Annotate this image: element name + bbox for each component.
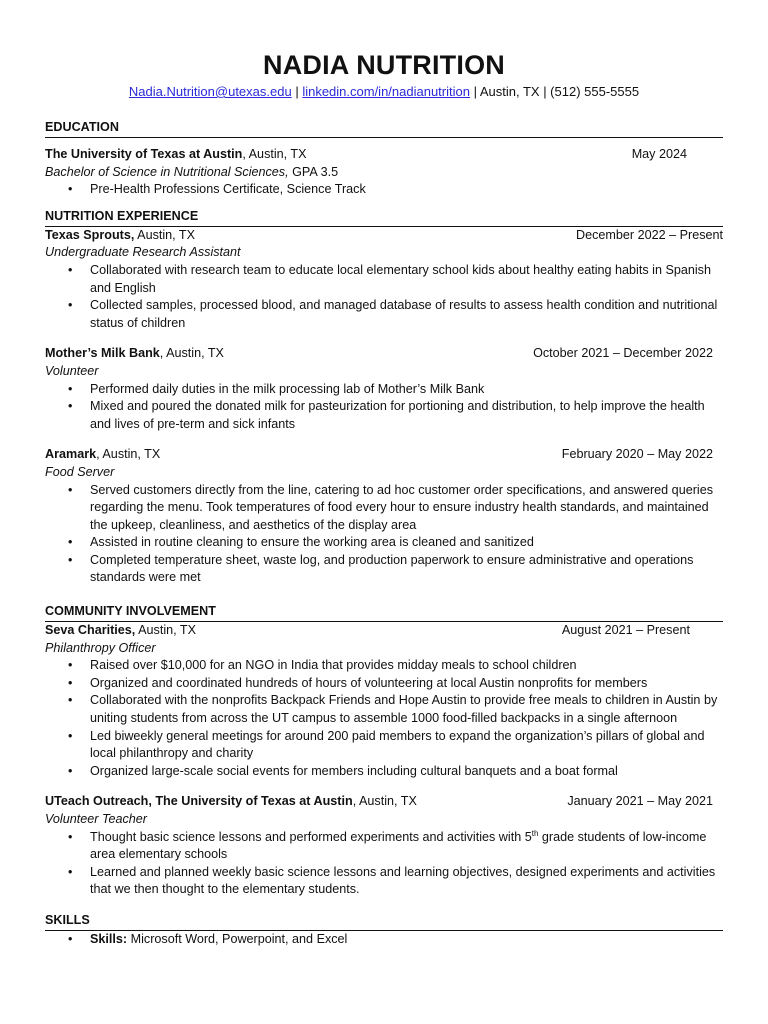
skills-section xyxy=(45,912,723,949)
community-entry xyxy=(45,622,723,780)
date-range: October 2021 – December 2022 xyxy=(533,346,713,361)
org-name: UTeach Outreach, The University of Texas at Austin xyxy=(45,794,353,809)
list-item: • Collaborated with the nonprofits Backpack Friends and Hope Austin to provide free meals to children in Austin by uniting students from across the UT campus to assemble 1000 food-filled backpacks in a single afternoon xyxy=(90,692,723,727)
role-title: Food Server xyxy=(45,464,115,479)
skills-label: Skills: xyxy=(90,931,128,946)
list-item: • Organized and coordinated hundreds of hours of volunteering at local Austin nonprofits for members xyxy=(90,675,723,693)
org-line xyxy=(45,793,417,811)
list-item: • Led biweekly general meetings for around 200 paid members to expand the organization’s pillars of global and local philanthropy and charity xyxy=(90,728,723,763)
graduation-date: May 2024 xyxy=(631,147,687,161)
contact-separator: | xyxy=(291,84,303,99)
org-line xyxy=(45,446,160,464)
org-line xyxy=(45,622,196,640)
role-title: Volunteer Teacher xyxy=(45,812,147,826)
list-item: • Collected samples, processed blood, and managed database of results to assess health condition and nutritional status of children xyxy=(90,297,723,332)
list-item: • Thought basic science lessons and performed experiments and activities with 5th grade students of low-income area elementary schools xyxy=(90,829,723,864)
experience-entry xyxy=(45,345,723,433)
skills-bullets xyxy=(45,931,723,949)
experience-bullets xyxy=(45,262,723,332)
list-item: • Completed temperature sheet, waste log, and production paperwork to ensure administrative and operations standards were met xyxy=(90,552,723,587)
contact-line xyxy=(45,83,723,101)
list-item: • Raised over $10,000 for an NGO in India that provides midday meals to school children xyxy=(90,657,723,675)
org-line xyxy=(45,345,224,363)
degree-line xyxy=(45,164,723,182)
community-bullets xyxy=(45,829,723,899)
list-item xyxy=(90,931,723,949)
location-phone: | Austin, TX | (512) 555-5555 xyxy=(469,84,640,99)
role-title: Undergraduate Research Assistant xyxy=(45,245,241,260)
list-item: • Learned and planned weekly basic science lessons and learning objectives, designed experiments and activities that we then thought to the elementary students. xyxy=(90,864,723,899)
list-item: • Mixed and poured the donated milk for pasteurization for portioning and distribution, to help improve the health and lives of pre-term and sick infants xyxy=(90,398,723,433)
community-involvement-section xyxy=(45,603,723,899)
school-name: The University of Texas at Austin xyxy=(45,147,243,161)
org-location: , Austin, TX xyxy=(352,794,417,809)
resume-page xyxy=(45,48,723,949)
school-location: , Austin, TX xyxy=(242,147,307,161)
section-heading-skills: SKILLS xyxy=(45,912,723,931)
list-item: • Performed daily duties in the milk processing lab of Mother’s Milk Bank xyxy=(90,381,723,399)
list-item: • Pre-Health Professions Certificate, Science Track xyxy=(90,181,723,199)
org-name: Texas Sprouts, xyxy=(45,227,135,242)
candidate-name: NADIA NUTRITION xyxy=(263,50,505,80)
list-item: • Organized large-scale social events for members including cultural banquets and a boat formal xyxy=(90,763,723,781)
experience-bullets xyxy=(45,482,723,588)
org-name: Aramark xyxy=(45,447,97,462)
email-link[interactable]: Nadia.Nutrition@utexas.edu xyxy=(128,84,292,99)
skills-value: Microsoft Word, Powerpoint, and Excel xyxy=(127,931,348,946)
education-section xyxy=(45,119,723,199)
role-title: Volunteer xyxy=(45,363,99,378)
school-line xyxy=(45,146,307,164)
list-item: • Assisted in routine cleaning to ensure the working area is cleaned and sanitized xyxy=(90,534,723,552)
role-title: Philanthropy Officer xyxy=(45,640,156,655)
experience-entry xyxy=(45,446,723,587)
list-item: • Collaborated with research team to educate local elementary school kids about healthy eating habits in Spanish and English xyxy=(90,262,723,297)
education-entry xyxy=(45,146,723,199)
org-location: , Austin, TX xyxy=(96,447,161,462)
section-heading-community: COMMUNITY INVOLVEMENT xyxy=(45,603,723,622)
section-heading-nutrition: NUTRITION EXPERIENCE xyxy=(45,208,723,227)
date-range: January 2021 – May 2021 xyxy=(567,794,713,809)
linkedin-link[interactable]: linkedin.com/in/nadianutrition xyxy=(302,84,470,99)
org-name: Mother’s Milk Bank xyxy=(45,346,160,361)
org-location: , Austin, TX xyxy=(159,346,224,361)
experience-bullets xyxy=(45,381,723,434)
org-location: Austin, TX xyxy=(135,623,196,638)
degree: Bachelor of Science in Nutritional Sciences, xyxy=(45,164,289,179)
org-line xyxy=(45,227,195,245)
education-bullets xyxy=(45,181,723,199)
nutrition-experience-section xyxy=(45,208,723,587)
date-range: August 2021 – Present xyxy=(561,623,690,638)
community-bullets xyxy=(45,657,723,780)
list-item: • Served customers directly from the line, catering to ad hoc customer order specifications, and answered queries regarding the menu. Took temperatures of food every hour to ensure industry health standards, and maintained the upkeep, cleanliness, and aesthetics of the display area xyxy=(90,482,723,535)
gpa: GPA 3.5 xyxy=(288,164,339,179)
experience-entry xyxy=(45,227,723,333)
date-range: February 2020 – May 2022 xyxy=(561,447,713,462)
org-location: Austin, TX xyxy=(134,227,196,242)
section-heading-education: EDUCATION xyxy=(45,119,723,138)
date-range: December 2022 – Present xyxy=(575,227,723,242)
community-entry xyxy=(45,793,723,899)
org-name: Seva Charities, xyxy=(45,623,136,638)
